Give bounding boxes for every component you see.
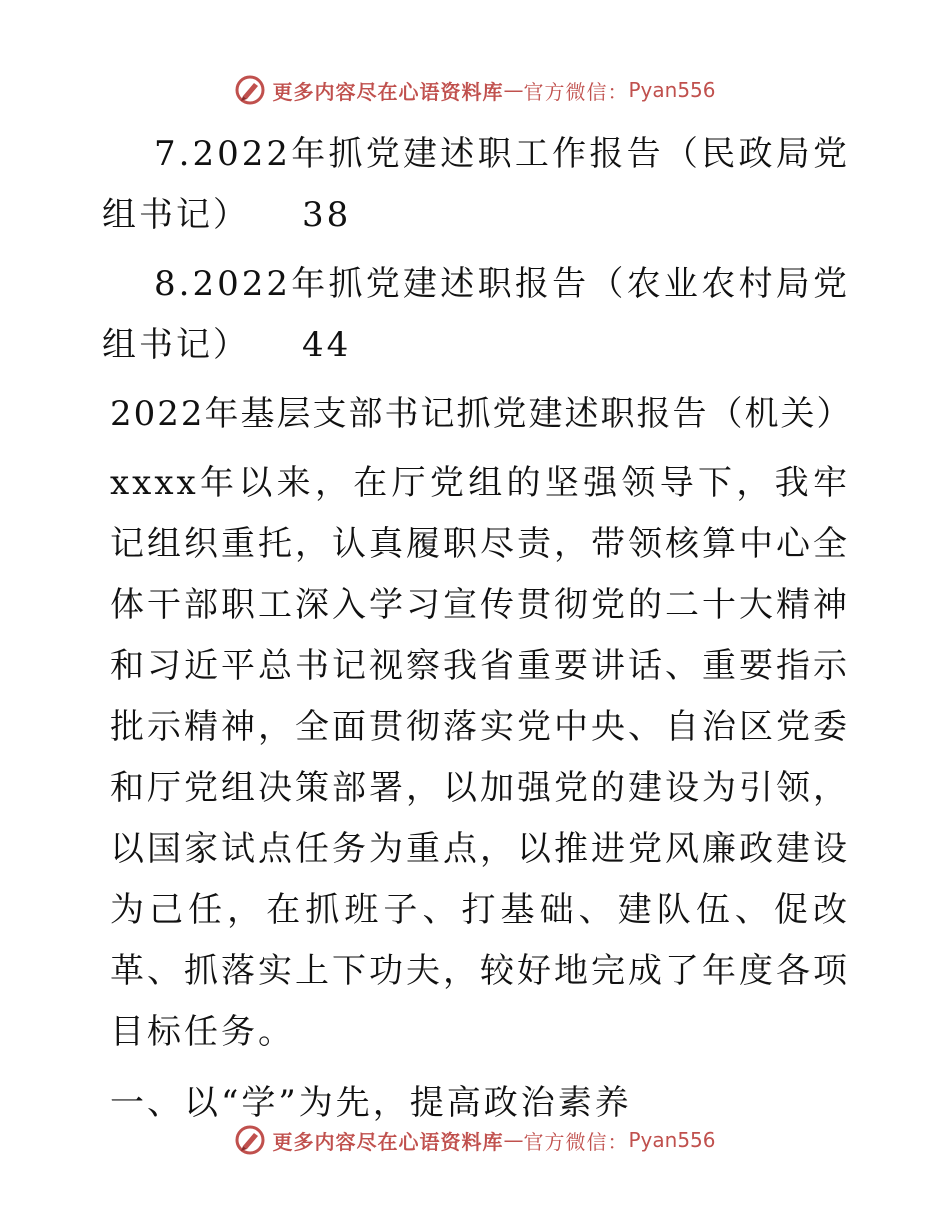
watermark-sub-text: 官方微信： <box>523 79 629 104</box>
toc-entry <box>102 124 850 246</box>
watermark-sub-text: 官方微信： <box>523 1129 629 1154</box>
toc-entry-text: 8.2022年抓党建述职报告（农业农村局党组书记） <box>102 264 850 365</box>
document-body <box>102 124 853 1134</box>
watermark-wechat-id: Pyan556 <box>628 1128 716 1152</box>
watermark-main-text: 更多内容尽在心语资料库 <box>272 1129 504 1154</box>
watermark-dash: — <box>503 1128 524 1152</box>
watermark-main-text: 更多内容尽在心语资料库 <box>272 79 504 104</box>
watermark-wechat-id: Pyan556 <box>628 78 716 102</box>
footer-watermark <box>0 1122 950 1158</box>
section-heading: 一、以“学”为先，提高政治素养 <box>110 1083 632 1123</box>
article-title: 2022年基层支部书记抓党建述职报告（机关） <box>110 394 853 434</box>
toc-entry-page: 38 <box>302 195 352 235</box>
pen-logo-icon <box>234 1124 266 1156</box>
article-intro-paragraph: xxxx年以来，在厅党组的坚强领导下，我牢记组织重托，认真履职尽责，带领核算中心全体干部职工深入学习宣传贯彻党的二十大精神和习近平总书记视察我省重要讲话、重要指示批示精神，全面贯彻落实党中央、自治区党委和厅党组决策部署，以加强党的建设为引领，以国家试点任务为重点，以推进党风廉政建设为己任，在抓班子、打基础、建队伍、促改革、抓落实上下功夫，较好地完成了年度各项目标任务。 <box>110 463 850 1052</box>
toc-entry <box>102 254 850 376</box>
watermark-dash: — <box>503 78 524 102</box>
header-watermark <box>0 72 950 108</box>
toc-entry-text: 7.2022年抓党建述职工作报告（民政局党组书记） <box>102 134 850 235</box>
toc-entry-page: 44 <box>302 325 352 365</box>
pen-logo-icon <box>234 74 266 106</box>
